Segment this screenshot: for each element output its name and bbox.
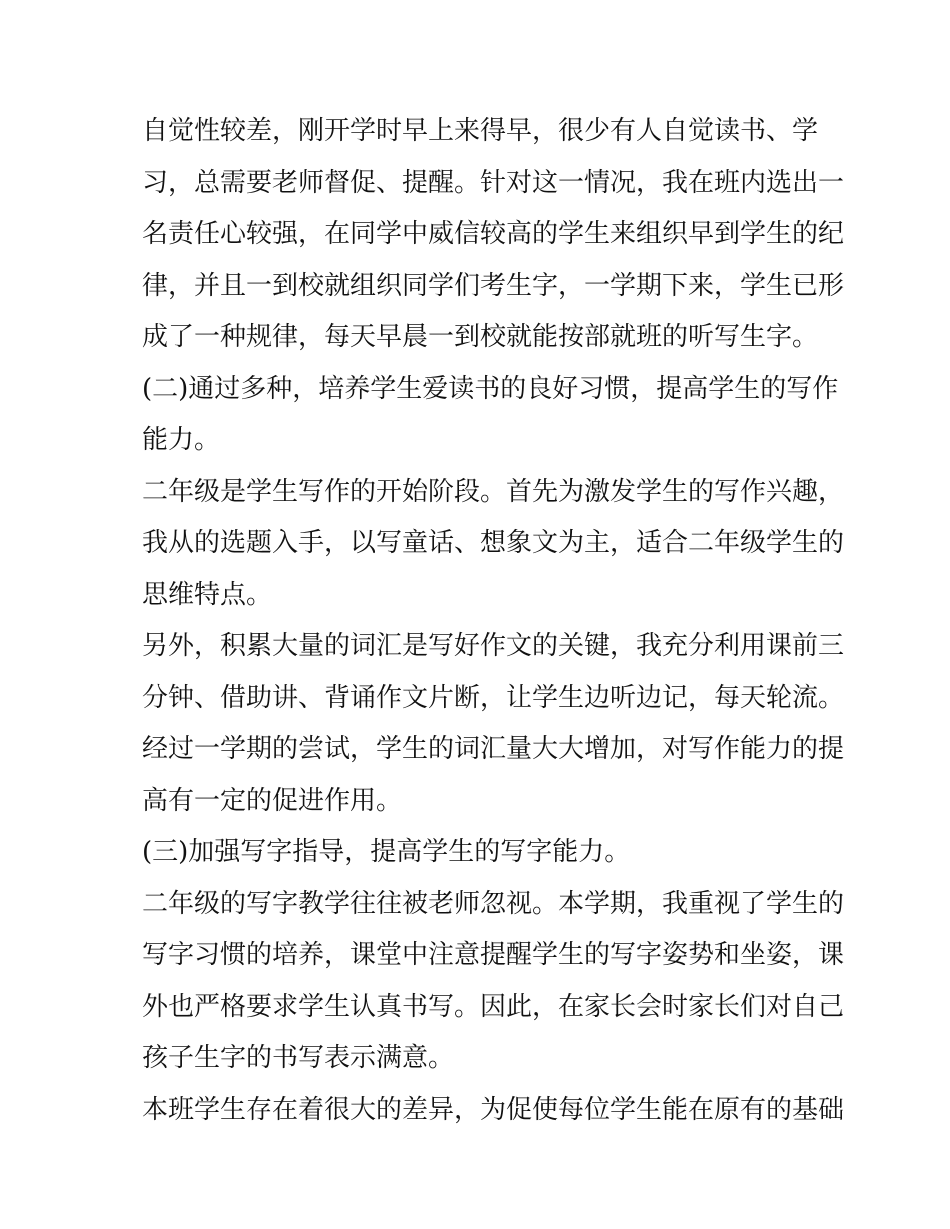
section-heading-2-cont: 能力。: [142, 425, 221, 455]
text-line: 经过一学期的尝试，学生的词汇量大大增加，对写作能力的提: [142, 734, 845, 764]
document-body: [142, 106, 845, 1136]
text-line: 二年级是学生写作的开始阶段。首先为激发学生的写作兴趣，: [142, 476, 845, 507]
text-line: 本班学生存在着很大的差异，为促使每位学生能在原有的基础: [142, 1094, 845, 1125]
text-line: 自觉性较差，刚开学时早上来得早，很少有人自觉读书、学: [142, 116, 819, 146]
text-line: 外也严格要求学生认真书写。因此，在家长会时家长们对自己: [142, 991, 845, 1022]
text-line: 思维特点。: [142, 579, 273, 610]
section-heading-2: (二)通过多种，培养学生爱读书的良好习惯，提高学生的写作: [142, 373, 839, 404]
text-line: 另外，积累大量的词汇是写好作文的关键，我充分利用课前三: [142, 631, 845, 661]
text-line: 名责任心较强，在同学中威信较高的学生来组织早到学生的纪: [142, 219, 845, 249]
section-heading-3: (三)加强写字指导，提高学生的写字能力。: [142, 837, 631, 867]
text-line: 律，并且一到校就组织同学们考生字，一学期下来，学生已形: [142, 270, 845, 301]
text-line: 习，总需要老师督促、提醒。针对这一情况，我在班内选出一: [142, 167, 845, 198]
text-line: 成了一种规律，每天早晨一到校就能按部就班的听写生字。: [142, 322, 819, 352]
text-line: 孩子生字的书写表示满意。: [142, 1043, 455, 1073]
text-line: 我从的选题入手，以写童话、想象文为主，适合二年级学生的: [142, 528, 845, 558]
text-line: 写字习惯的培养，课堂中注意提醒学生的写字姿势和坐姿，课: [142, 940, 845, 970]
text-line: 高有一定的促进作用。: [142, 785, 403, 816]
text-line: 分钟、借助讲、背诵作文片断，让学生边听边记，每天轮流。: [142, 682, 845, 713]
text-line: 二年级的写字教学往往被老师忽视。本学期，我重视了学生的: [142, 888, 845, 919]
